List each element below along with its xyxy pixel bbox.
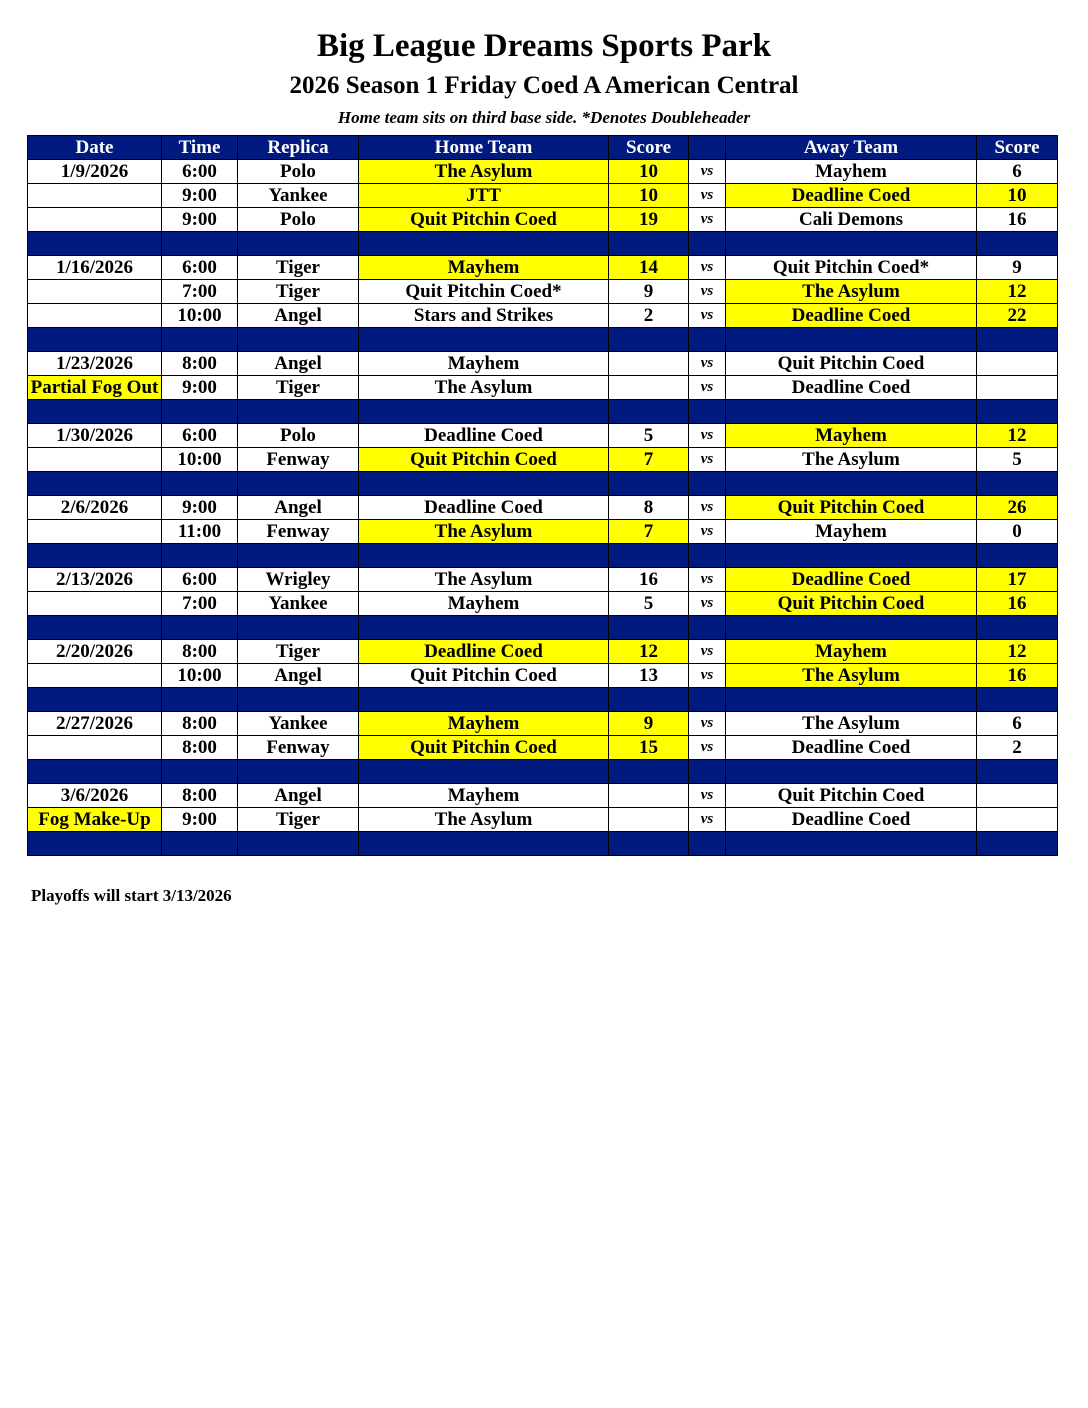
game-field: Angel	[238, 496, 359, 520]
separator-cell	[689, 760, 726, 784]
separator-cell	[238, 400, 359, 424]
col-home-team: Home Team	[359, 136, 609, 160]
separator-cell	[238, 472, 359, 496]
away-score: 17	[977, 568, 1058, 592]
home-score: 9	[609, 280, 689, 304]
col-away-team: Away Team	[726, 136, 977, 160]
home-score	[609, 376, 689, 400]
game-field: Tiger	[238, 280, 359, 304]
vs-label: vs	[689, 520, 726, 544]
away-team: Mayhem	[726, 640, 977, 664]
vs-label: vs	[689, 808, 726, 832]
game-date: 2/27/2026	[28, 712, 162, 736]
separator-cell	[238, 232, 359, 256]
away-team: Mayhem	[726, 424, 977, 448]
header-row	[28, 136, 1058, 160]
table-row	[28, 304, 1058, 328]
away-score: 12	[977, 424, 1058, 448]
away-team: The Asylum	[726, 280, 977, 304]
game-field: Fenway	[238, 736, 359, 760]
game-date: 1/23/2026	[28, 352, 162, 376]
game-time: 9:00	[162, 376, 238, 400]
table-row	[28, 664, 1058, 688]
separator-cell	[977, 400, 1058, 424]
home-team: Stars and Strikes	[359, 304, 609, 328]
away-team: Deadline Coed	[726, 376, 977, 400]
away-team: Mayhem	[726, 160, 977, 184]
separator-cell	[726, 616, 977, 640]
separator-cell	[977, 472, 1058, 496]
separator-cell	[977, 760, 1058, 784]
table-row	[28, 712, 1058, 736]
vs-label: vs	[689, 256, 726, 280]
game-field: Polo	[238, 208, 359, 232]
game-date	[28, 208, 162, 232]
table-row	[28, 280, 1058, 304]
away-score	[977, 808, 1058, 832]
separator-cell	[726, 760, 977, 784]
game-field: Polo	[238, 424, 359, 448]
table-row	[28, 808, 1058, 832]
home-score: 7	[609, 520, 689, 544]
game-date: 1/16/2026	[28, 256, 162, 280]
week-separator	[28, 616, 1058, 640]
separator-cell	[359, 328, 609, 352]
away-score: 16	[977, 208, 1058, 232]
home-score: 7	[609, 448, 689, 472]
separator-cell	[609, 616, 689, 640]
away-score: 16	[977, 592, 1058, 616]
separator-cell	[28, 472, 162, 496]
game-time: 10:00	[162, 448, 238, 472]
week-separator	[28, 688, 1058, 712]
game-time: 7:00	[162, 280, 238, 304]
table-row	[28, 520, 1058, 544]
home-team: Mayhem	[359, 256, 609, 280]
playoffs-note: Playoffs will start 3/13/2026	[31, 886, 232, 905]
separator-cell	[238, 688, 359, 712]
separator-cell	[609, 760, 689, 784]
separator-cell	[238, 832, 359, 856]
table-row	[28, 736, 1058, 760]
game-field: Fenway	[238, 448, 359, 472]
separator-cell	[238, 328, 359, 352]
game-field: Fenway	[238, 520, 359, 544]
col-date: Date	[28, 136, 162, 160]
separator-cell	[977, 832, 1058, 856]
game-field: Tiger	[238, 376, 359, 400]
separator-cell	[609, 232, 689, 256]
home-score	[609, 808, 689, 832]
away-team: Deadline Coed	[726, 808, 977, 832]
separator-cell	[359, 832, 609, 856]
game-date: 2/6/2026	[28, 496, 162, 520]
vs-label: vs	[689, 784, 726, 808]
vs-label: vs	[689, 496, 726, 520]
game-field: Yankee	[238, 712, 359, 736]
home-score: 10	[609, 160, 689, 184]
separator-cell	[726, 232, 977, 256]
separator-cell	[359, 760, 609, 784]
game-time: 8:00	[162, 736, 238, 760]
separator-cell	[689, 616, 726, 640]
separator-cell	[609, 688, 689, 712]
separator-cell	[28, 688, 162, 712]
home-score: 14	[609, 256, 689, 280]
separator-cell	[162, 544, 238, 568]
separator-cell	[28, 328, 162, 352]
away-score: 12	[977, 640, 1058, 664]
separator-cell	[609, 328, 689, 352]
home-team: Quit Pitchin Coed	[359, 664, 609, 688]
home-score: 5	[609, 424, 689, 448]
game-date: Fog Make-Up	[28, 808, 162, 832]
vs-label: vs	[689, 160, 726, 184]
game-field: Yankee	[238, 184, 359, 208]
home-team: The Asylum	[359, 568, 609, 592]
separator-cell	[977, 688, 1058, 712]
separator-cell	[689, 472, 726, 496]
vs-label: vs	[689, 448, 726, 472]
game-time: 9:00	[162, 184, 238, 208]
home-score: 16	[609, 568, 689, 592]
col-home-score: Score	[609, 136, 689, 160]
league-subtitle: 2026 Season 1 Friday Coed A American Central	[289, 72, 799, 99]
vs-label: vs	[689, 208, 726, 232]
home-team: Deadline Coed	[359, 496, 609, 520]
home-team: Mayhem	[359, 352, 609, 376]
game-field: Wrigley	[238, 568, 359, 592]
separator-cell	[689, 232, 726, 256]
game-time: 6:00	[162, 160, 238, 184]
away-team: Quit Pitchin Coed	[726, 592, 977, 616]
separator-cell	[28, 832, 162, 856]
home-score: 9	[609, 712, 689, 736]
home-team: JTT	[359, 184, 609, 208]
vs-label: vs	[689, 424, 726, 448]
away-team: Quit Pitchin Coed	[726, 784, 977, 808]
away-score: 16	[977, 664, 1058, 688]
game-date	[28, 448, 162, 472]
separator-cell	[238, 616, 359, 640]
week-separator	[28, 832, 1058, 856]
away-team: Quit Pitchin Coed	[726, 352, 977, 376]
home-score: 13	[609, 664, 689, 688]
separator-cell	[28, 616, 162, 640]
separator-cell	[726, 832, 977, 856]
game-time: 6:00	[162, 424, 238, 448]
separator-cell	[609, 472, 689, 496]
table-row	[28, 448, 1058, 472]
game-time: 8:00	[162, 640, 238, 664]
game-time: 8:00	[162, 352, 238, 376]
game-time: 11:00	[162, 520, 238, 544]
separator-cell	[28, 232, 162, 256]
game-date	[28, 736, 162, 760]
home-score: 10	[609, 184, 689, 208]
game-time: 8:00	[162, 784, 238, 808]
separator-cell	[28, 760, 162, 784]
separator-cell	[689, 832, 726, 856]
separator-cell	[689, 328, 726, 352]
separator-cell	[689, 544, 726, 568]
away-score	[977, 352, 1058, 376]
away-score: 12	[977, 280, 1058, 304]
separator-cell	[359, 472, 609, 496]
schedule-body	[28, 160, 1058, 856]
away-score: 2	[977, 736, 1058, 760]
table-row	[28, 376, 1058, 400]
separator-cell	[977, 232, 1058, 256]
away-team: The Asylum	[726, 664, 977, 688]
col-time: Time	[162, 136, 238, 160]
home-team: The Asylum	[359, 160, 609, 184]
game-field: Tiger	[238, 256, 359, 280]
home-score: 5	[609, 592, 689, 616]
away-team: Deadline Coed	[726, 304, 977, 328]
separator-cell	[726, 544, 977, 568]
separator-cell	[609, 544, 689, 568]
game-date	[28, 184, 162, 208]
table-row	[28, 496, 1058, 520]
vs-label: vs	[689, 352, 726, 376]
table-row	[28, 184, 1058, 208]
vs-label: vs	[689, 736, 726, 760]
col-away-score: Score	[977, 136, 1058, 160]
separator-cell	[689, 688, 726, 712]
schedule-table	[27, 135, 1058, 856]
separator-cell	[977, 616, 1058, 640]
away-score	[977, 784, 1058, 808]
away-score: 6	[977, 712, 1058, 736]
separator-cell	[162, 688, 238, 712]
home-score: 19	[609, 208, 689, 232]
table-row	[28, 784, 1058, 808]
separator-cell	[28, 544, 162, 568]
separator-cell	[238, 760, 359, 784]
game-field: Tiger	[238, 808, 359, 832]
away-team: The Asylum	[726, 448, 977, 472]
game-date	[28, 664, 162, 688]
game-time: 9:00	[162, 496, 238, 520]
game-field: Polo	[238, 160, 359, 184]
home-score	[609, 784, 689, 808]
separator-cell	[977, 328, 1058, 352]
game-date	[28, 520, 162, 544]
away-score	[977, 376, 1058, 400]
table-row	[28, 568, 1058, 592]
home-team: Quit Pitchin Coed	[359, 448, 609, 472]
home-team: Quit Pitchin Coed*	[359, 280, 609, 304]
separator-cell	[28, 400, 162, 424]
week-separator	[28, 544, 1058, 568]
separator-cell	[977, 544, 1058, 568]
home-score: 12	[609, 640, 689, 664]
separator-cell	[609, 832, 689, 856]
game-date: 2/13/2026	[28, 568, 162, 592]
vs-label: vs	[689, 376, 726, 400]
game-time: 6:00	[162, 256, 238, 280]
away-team: Deadline Coed	[726, 568, 977, 592]
separator-cell	[162, 472, 238, 496]
separator-cell	[162, 232, 238, 256]
home-score: 15	[609, 736, 689, 760]
game-field: Tiger	[238, 640, 359, 664]
game-time: 9:00	[162, 208, 238, 232]
game-date: 3/6/2026	[28, 784, 162, 808]
away-team: Mayhem	[726, 520, 977, 544]
vs-label: vs	[689, 712, 726, 736]
away-score: 6	[977, 160, 1058, 184]
game-field: Angel	[238, 784, 359, 808]
table-row	[28, 352, 1058, 376]
away-team: The Asylum	[726, 712, 977, 736]
away-score: 0	[977, 520, 1058, 544]
week-separator	[28, 328, 1058, 352]
separator-cell	[162, 760, 238, 784]
vs-label: vs	[689, 184, 726, 208]
away-score: 22	[977, 304, 1058, 328]
separator-cell	[162, 832, 238, 856]
table-row	[28, 592, 1058, 616]
page-title: Big League Dreams Sports Park	[316, 28, 772, 64]
separator-cell	[726, 400, 977, 424]
week-separator	[28, 472, 1058, 496]
table-row	[28, 160, 1058, 184]
game-date: 1/30/2026	[28, 424, 162, 448]
separator-cell	[726, 328, 977, 352]
separator-cell	[359, 616, 609, 640]
vs-label: vs	[689, 280, 726, 304]
table-row	[28, 208, 1058, 232]
separator-cell	[726, 472, 977, 496]
table-row	[28, 424, 1058, 448]
home-team: The Asylum	[359, 808, 609, 832]
game-field: Angel	[238, 304, 359, 328]
game-field: Yankee	[238, 592, 359, 616]
game-date	[28, 592, 162, 616]
game-time: 8:00	[162, 712, 238, 736]
vs-label: vs	[689, 664, 726, 688]
away-team: Quit Pitchin Coed*	[726, 256, 977, 280]
separator-cell	[162, 400, 238, 424]
separator-cell	[359, 544, 609, 568]
away-score: 5	[977, 448, 1058, 472]
table-row	[28, 256, 1058, 280]
home-score: 2	[609, 304, 689, 328]
home-team: Mayhem	[359, 712, 609, 736]
separator-cell	[359, 232, 609, 256]
game-time: 10:00	[162, 304, 238, 328]
away-team: Deadline Coed	[726, 184, 977, 208]
home-score: 8	[609, 496, 689, 520]
away-score: 26	[977, 496, 1058, 520]
game-time: 9:00	[162, 808, 238, 832]
home-team: The Asylum	[359, 376, 609, 400]
col-replica: Replica	[238, 136, 359, 160]
week-separator	[28, 760, 1058, 784]
home-team: The Asylum	[359, 520, 609, 544]
separator-cell	[162, 616, 238, 640]
game-date: 1/9/2026	[28, 160, 162, 184]
home-team: Mayhem	[359, 592, 609, 616]
vs-label: vs	[689, 304, 726, 328]
away-team: Quit Pitchin Coed	[726, 496, 977, 520]
separator-cell	[359, 400, 609, 424]
home-team: Quit Pitchin Coed	[359, 736, 609, 760]
table-row	[28, 640, 1058, 664]
week-separator	[28, 232, 1058, 256]
home-team: Quit Pitchin Coed	[359, 208, 609, 232]
home-score	[609, 352, 689, 376]
game-time: 6:00	[162, 568, 238, 592]
week-separator	[28, 400, 1058, 424]
vs-label: vs	[689, 640, 726, 664]
game-time: 10:00	[162, 664, 238, 688]
away-score: 9	[977, 256, 1058, 280]
vs-label: vs	[689, 592, 726, 616]
vs-label: vs	[689, 568, 726, 592]
away-team: Cali Demons	[726, 208, 977, 232]
home-team: Deadline Coed	[359, 424, 609, 448]
game-field: Angel	[238, 352, 359, 376]
home-team: Deadline Coed	[359, 640, 609, 664]
game-date: Partial Fog Out	[28, 376, 162, 400]
home-team: Mayhem	[359, 784, 609, 808]
separator-cell	[359, 688, 609, 712]
separator-cell	[726, 688, 977, 712]
col-vs	[689, 136, 726, 160]
game-date	[28, 280, 162, 304]
header-note: Home team sits on third base side. *Denotes Doubleheader	[337, 108, 751, 127]
separator-cell	[609, 400, 689, 424]
separator-cell	[162, 328, 238, 352]
separator-cell	[689, 400, 726, 424]
away-score: 10	[977, 184, 1058, 208]
game-date	[28, 304, 162, 328]
game-date: 2/20/2026	[28, 640, 162, 664]
game-field: Angel	[238, 664, 359, 688]
separator-cell	[238, 544, 359, 568]
away-team: Deadline Coed	[726, 736, 977, 760]
game-time: 7:00	[162, 592, 238, 616]
